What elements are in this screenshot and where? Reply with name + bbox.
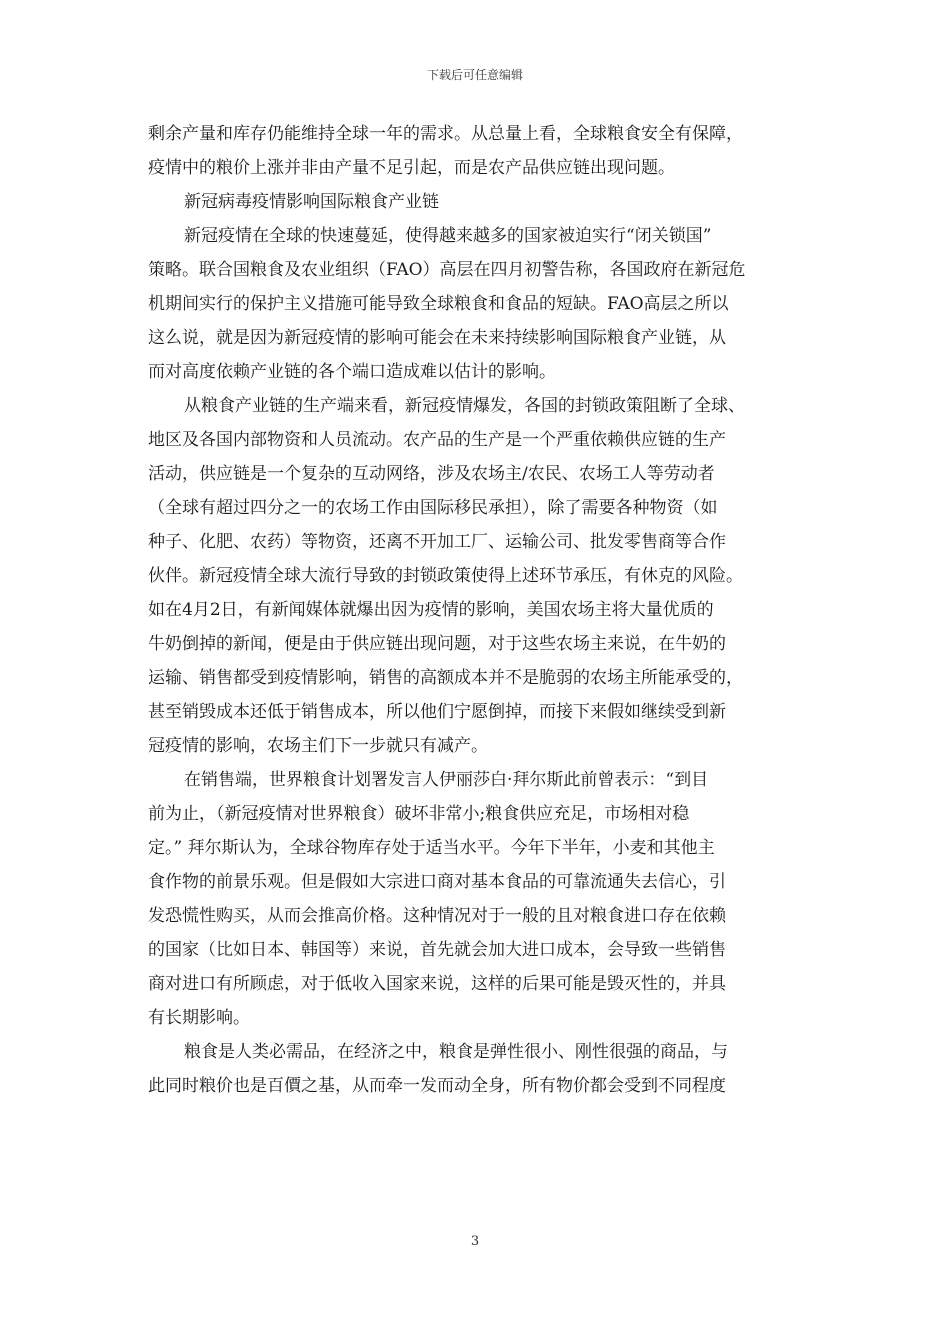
text-line: 伙伴。新冠疫情全球大流行导致的封锁政策使得上述环节承压，有休克的风险。 bbox=[148, 566, 743, 586]
text-line: 此同时粮价也是百價之基，从而牵一发而动全身，所有物价都会受到不同程度 bbox=[148, 1076, 726, 1096]
text-line: 从粮食产业链的生产端来看，新冠疫情爆发，各国的封锁政策阻断了全球、 bbox=[184, 396, 745, 416]
text-line: 新冠疫情在全球的快速蔓延，使得越来越多的国家被迫实行“闭关锁国” bbox=[184, 226, 712, 246]
text-line: 甚至销毁成本还低于销售成本，所以他们宁愿倒掉，而接下来假如继续受到新 bbox=[148, 702, 726, 722]
text-line: 策略。联合国粮食及农业组织（FAO）高层在四月初警告称，各国政府在新冠危 bbox=[148, 260, 746, 280]
text-line: 定。” 拜尔斯认为，全球谷物库存处于适当水平。今年下半年，小麦和其他主 bbox=[148, 838, 715, 858]
text-line: 这么说，就是因为新冠疫情的影响可能会在未来持续影响国际粮食产业链，从 bbox=[148, 328, 726, 348]
text-line: 牛奶倒掉的新闻，便是由于供应链出现问题，对于这些农场主来说，在牛奶的 bbox=[148, 634, 726, 654]
text-line: 剩余产量和库存仍能维持全球一年的需求。从总量上看，全球粮食安全有保障， bbox=[148, 124, 743, 144]
text-line: 而对高度依赖产业链的各个端口造成难以估计的影响。 bbox=[148, 362, 556, 382]
text-line: 疫情中的粮价上涨并非由产量不足引起，而是农产品供应链出现问题。 bbox=[148, 158, 675, 178]
text-line: 粮食是人类必需品，在经济之中，粮食是弹性很小、刚性很强的商品，与 bbox=[184, 1042, 728, 1062]
page-header: 下载后可任意编辑 bbox=[426, 68, 523, 82]
text-line: 活动，供应链是一个复杂的互动网络，涉及农场主/农民、农场工人等劳动者 bbox=[148, 464, 715, 484]
text-line: 有长期影响。 bbox=[148, 1008, 250, 1028]
text-line: 地区及各国内部物资和人员流动。农产品的生产是一个严重依赖供应链的生产 bbox=[148, 430, 726, 450]
text-line: 发恐慌性购买，从而会推高价格。这种情况对于一般的且对粮食进口存在依赖 bbox=[148, 906, 726, 926]
text-line: 如在4月2日，有新闻媒体就爆出因为疫情的影响，美国农场主将大量优质的 bbox=[148, 600, 714, 620]
text-line: 新冠病毒疫情影响国际粮食产业链 bbox=[184, 192, 439, 212]
text-line: 机期间实行的保护主义措施可能导致全球粮食和食品的短缺。FAO高层之所以 bbox=[148, 294, 729, 314]
text-line: 的国家（比如日本、韩国等）来说，首先就会加大进口成本，会导致一些销售 bbox=[148, 940, 726, 960]
text-line: 种子、化肥、农药）等物资，还离不开加工厂、运输公司、批发零售商等合作 bbox=[148, 532, 726, 552]
text-line: 食作物的前景乐观。但是假如大宗进口商对基本食品的可靠流通失去信心，引 bbox=[148, 872, 726, 892]
text-line: 运输、销售都受到疫情影响，销售的高额成本并不是脆弱的农场主所能承受的， bbox=[148, 668, 743, 688]
document-body bbox=[148, 117, 803, 1103]
text-line: 前为止，（新冠疫情对世界粮食）破坏非常小;粮食供应充足，市场相对稳 bbox=[148, 804, 690, 824]
page-number: 3 bbox=[470, 1234, 480, 1249]
text-line: 商对进口有所顾虑，对于低收入国家来说，这样的后果可能是毁灭性的，并具 bbox=[148, 974, 726, 994]
text-line: 冠疫情的影响，农场主们下一步就只有减产。 bbox=[148, 736, 488, 756]
text-line: 在销售端，世界粮食计划署发言人伊丽莎白·拜尔斯此前曾表示：“到目 bbox=[184, 770, 709, 790]
text-line: （全球有超过四分之一的农场工作由国际移民承担），除了需要各种物资（如 bbox=[148, 498, 718, 518]
